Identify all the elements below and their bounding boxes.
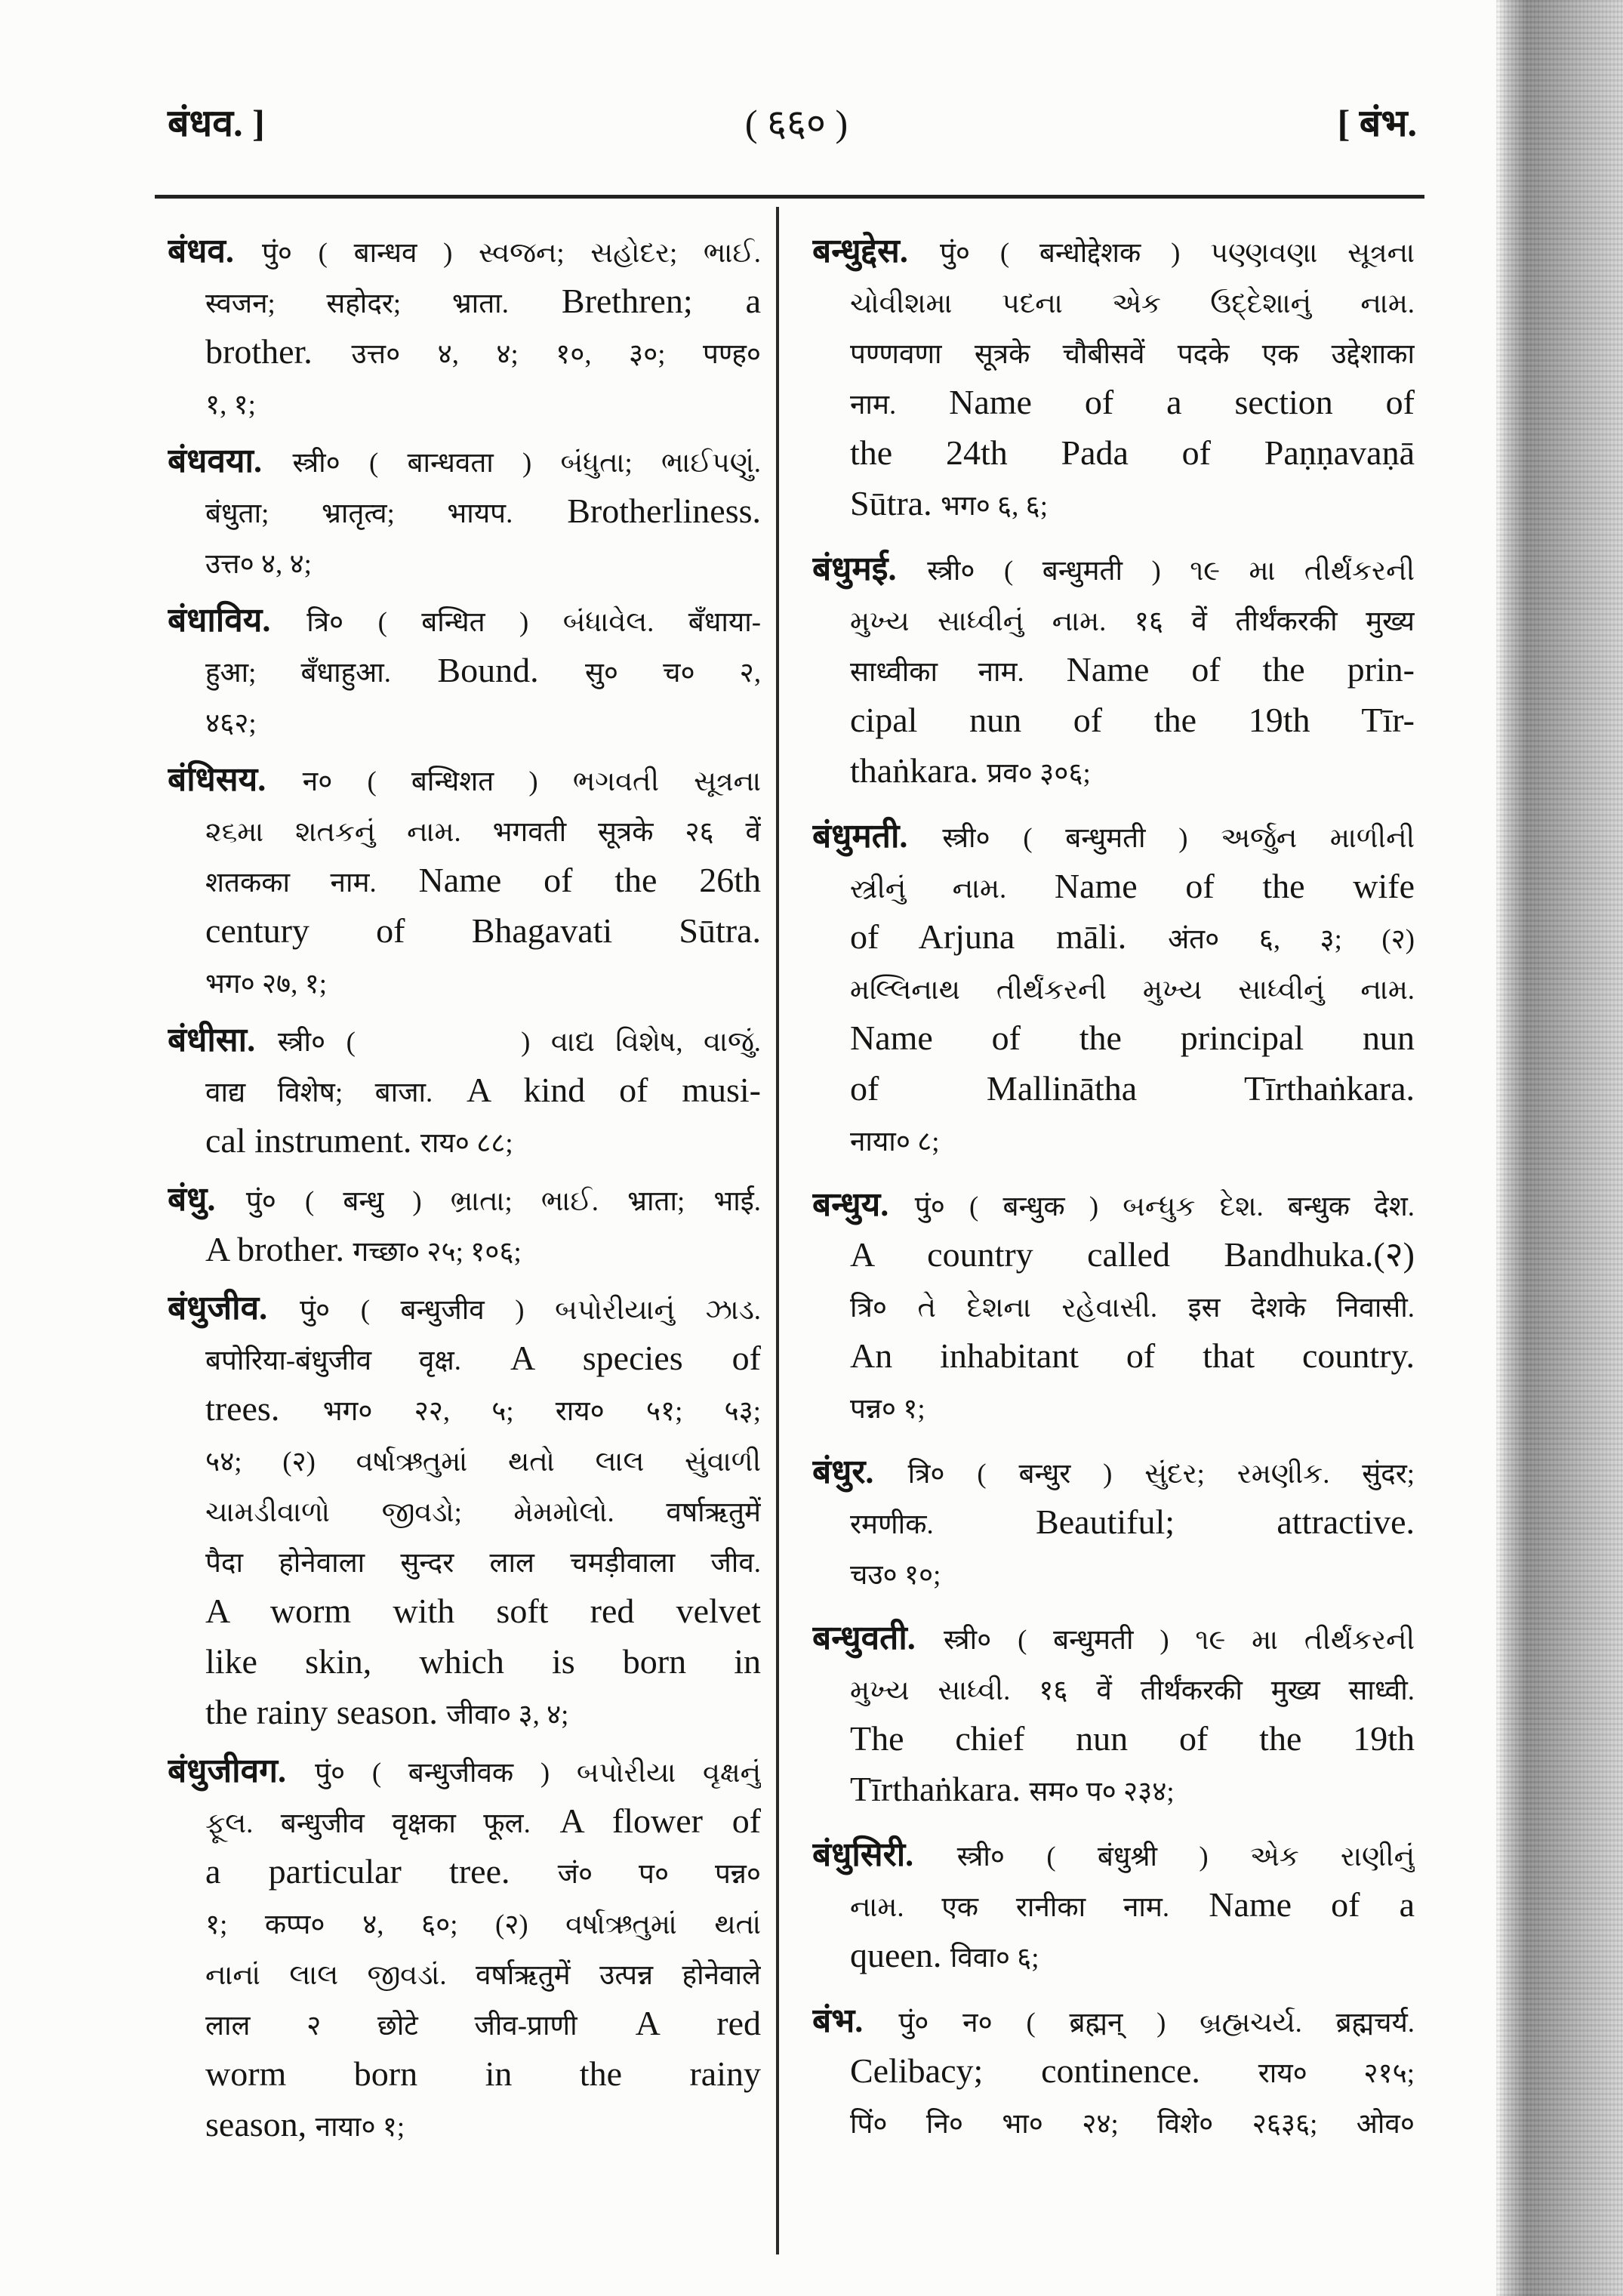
dictionary-entry <box>812 810 1415 1164</box>
headword: बन्धुय. <box>812 1186 889 1223</box>
entry-text: सु० च० २, <box>584 657 761 688</box>
entry-text: નાનાં લાલ જીવડાં. वर्षाऋतुमें उत्पन्न होनेवाले <box>205 1959 761 1990</box>
english-gloss: A kind of musi- <box>467 1071 761 1109</box>
entry-line <box>168 1333 761 1383</box>
dictionary-entry <box>168 594 761 746</box>
entry-text: चउ० १०; <box>850 1559 941 1590</box>
english-gloss: Bound. <box>437 651 539 689</box>
entry-line <box>812 1496 1415 1547</box>
english-gloss: Name of a section of <box>949 383 1415 421</box>
dictionary-entry <box>812 543 1415 796</box>
entry-first-line <box>168 225 761 276</box>
headword: बन्धुद्देस. <box>812 233 908 270</box>
entry-text: भग० ६, ६; <box>941 490 1048 521</box>
entry-line <box>168 536 761 587</box>
entry-text: ५४; (२) વર્ષાઋતુમાં થતો લાલ સુંવાળી <box>205 1446 761 1477</box>
headword: बंधिसय. <box>168 761 266 798</box>
entry-text: राय० २१५; <box>1258 2057 1415 2088</box>
entry-line <box>168 695 761 746</box>
headword: बंधव. <box>168 233 234 270</box>
headword: बंधीसा. <box>168 1022 256 1059</box>
entry-line <box>812 861 1415 911</box>
entry-text: बपोरिया-बंधुजीव वृक्ष. <box>205 1345 461 1376</box>
entry-text: भग० २२, ५; राय० ५१; ५३; <box>322 1395 761 1426</box>
entry-line <box>168 485 761 536</box>
entry-line <box>812 1547 1415 1598</box>
entry-text: ચામડીવાળો જીવડો; મેમમોલો. वर्षाऋतुमें <box>205 1496 761 1527</box>
entry-line <box>168 645 761 695</box>
english-gloss: of Mallinātha Tīrthaṅkara. <box>850 1069 1415 1108</box>
entry-first-line <box>168 435 761 485</box>
headword: बंधुमई. <box>812 550 897 587</box>
entry-text: स्वजन; सहोदर; भ्राता. <box>205 288 509 319</box>
english-gloss: Celibacy; continence. <box>850 2051 1200 2090</box>
entry-text: सम० प० २३४; <box>1029 1776 1175 1807</box>
entry-line <box>812 1280 1415 1330</box>
entry-first-line <box>812 1995 1415 2045</box>
entry-first-line <box>168 1282 761 1333</box>
entry-text: स्त्री० ( बन्धुमती ) અર્જુન માળીની <box>942 822 1415 853</box>
entry-first-line <box>812 1179 1415 1229</box>
entry-text: पन्न० १; <box>850 1393 925 1424</box>
english-gloss: Name of a <box>1209 1885 1415 1924</box>
entry-text: राय० ८८; <box>420 1127 513 1158</box>
entry-text: स्त्री० ( बान्धवता ) બંધુતા; ભાઈપણું. <box>292 447 761 478</box>
entry-first-line <box>812 810 1415 861</box>
entry-text: સ્ત્રીનું નામ. <box>850 873 1007 904</box>
entry-text: त्रि० ( बन्धुर ) સુંદર; રમણીક. सुंदर; <box>907 1458 1415 1489</box>
entry-first-line <box>812 1446 1415 1496</box>
entry-line <box>168 1846 761 1897</box>
dictionary-entry <box>812 1446 1415 1598</box>
english-gloss: Name of the principal nun <box>850 1019 1415 1057</box>
entry-line <box>812 2045 1415 2096</box>
entry-text: शतकका नाम. <box>205 867 377 898</box>
entry-text: स्त्री० ( बन्धुमती ) ૧૯ મા તીર્થંકરની <box>943 1624 1415 1655</box>
entry-text: साध्वीका नाम. <box>850 656 1024 687</box>
entry-text: १; कप्प० ४, ६०; (२) વર્ષાઋતુમાં થતાં <box>205 1909 761 1940</box>
english-gloss: season, <box>205 2105 307 2143</box>
entry-text: त्रि० તે દેશના રહેવાસી. इस देशके निवासी. <box>850 1292 1415 1323</box>
dictionary-entry <box>812 1995 1415 2147</box>
entry-line <box>812 1114 1415 1164</box>
entry-line <box>168 276 761 326</box>
entry-first-line <box>812 225 1415 276</box>
entry-first-line <box>812 543 1415 593</box>
english-gloss: The chief nun of the 19th <box>850 1719 1415 1758</box>
entry-line <box>168 326 761 377</box>
english-gloss: Name of the wife <box>1054 867 1415 905</box>
entry-text: पुं० ( बन्धुजीवक ) બપોરીયા વૃક્ષનું <box>315 1757 761 1788</box>
entry-line <box>812 427 1415 478</box>
dictionary-entry <box>812 1612 1415 1814</box>
entry-text: ૨૬મા શતકનું નામ. भगवती सूत्रके २६ वें <box>205 816 761 847</box>
english-gloss: Name of the 26th <box>418 861 761 899</box>
running-head-left: बंधव. ] <box>168 102 265 144</box>
entry-line <box>812 911 1415 962</box>
entry-text: उत्त० ४, ४; <box>205 548 312 579</box>
english-gloss: of Arjuna māli. <box>850 917 1127 956</box>
dictionary-entry <box>168 1282 761 1737</box>
english-gloss: queen. <box>850 1936 942 1974</box>
entry-line <box>812 593 1415 644</box>
entry-line <box>812 377 1415 427</box>
headword: बन्धुवती. <box>812 1620 916 1657</box>
entry-line <box>168 956 761 1006</box>
entry-text: स्त्री० ( बंधुश्री ) એક રાણીનું <box>956 1841 1415 1872</box>
dictionary-entry <box>168 1745 761 2150</box>
entry-text: पुं० ( बन्धुक ) બન્ધુક દેશ. बन्धुक देश. <box>914 1191 1415 1222</box>
english-gloss: Beautiful; attractive. <box>1036 1502 1415 1541</box>
english-gloss: Name of the prin- <box>1066 650 1415 689</box>
headword: बंभ. <box>812 2002 864 2039</box>
entry-line <box>812 1063 1415 1114</box>
entry-line <box>812 695 1415 745</box>
entry-text: भग० २७, १; <box>205 968 327 999</box>
headword: बंधुजीवग. <box>168 1752 287 1789</box>
english-gloss: An inhabitant of that country. <box>850 1336 1415 1375</box>
entry-line <box>168 1383 761 1434</box>
entry-line <box>812 2096 1415 2147</box>
dictionary-entry <box>168 225 761 427</box>
entry-line <box>168 1687 761 1737</box>
dictionary-entry <box>812 225 1415 529</box>
entry-line <box>168 1998 761 2048</box>
dictionary-entry <box>812 1179 1415 1432</box>
entry-line <box>812 644 1415 695</box>
english-gloss: Sūtra. <box>850 484 932 522</box>
entry-text: जीवा० ३, ४; <box>446 1699 569 1730</box>
entry-first-line <box>812 1612 1415 1663</box>
english-gloss: A flower of <box>559 1801 761 1840</box>
english-gloss: worm born in the rainy <box>205 2054 761 2093</box>
entry-text: મલ્લિનાથ તીર્થંકરની મુખ્ય સાધ્વીનું નામ. <box>850 974 1415 1005</box>
entry-text: न० ( बन्धिशत ) ભગવતી સૂત્રના <box>302 766 761 797</box>
english-gloss: the 24th Pada of Paṇṇavaṇā <box>850 433 1415 472</box>
entry-text: મુખ્ય સાધ્વીનું નામ. १६ वें तीर्थंकरकी मुख्य <box>850 606 1415 636</box>
dictionary-entry <box>168 435 761 587</box>
entry-text: स्त्री० ( ) વાદ્ય વિશેષ, વાજું. <box>277 1026 761 1057</box>
entry-line <box>812 1663 1415 1713</box>
entry-line <box>812 1713 1415 1764</box>
entry-first-line <box>168 1745 761 1795</box>
entry-text: ४६२; <box>205 707 257 738</box>
english-gloss: A red <box>635 2004 761 2042</box>
english-gloss: brother. <box>205 332 313 371</box>
entry-text: रमणीक. <box>850 1509 934 1539</box>
headword: बंधाविय. <box>168 602 271 639</box>
entry-text: विवा० ६; <box>950 1942 1039 1973</box>
dictionary-entry <box>812 1829 1415 1980</box>
entry-text: प्रव० ३०६; <box>987 757 1091 788</box>
entry-line <box>168 1065 761 1115</box>
entry-text: નામ. एक रानीका नाम. <box>850 1891 1170 1922</box>
page-number: ( ६६० ) <box>744 102 848 144</box>
entry-first-line <box>168 1173 761 1224</box>
entry-line <box>168 905 761 956</box>
running-head-right: [ बंभ. <box>1337 102 1417 144</box>
english-gloss: century of Bhagavati Sūtra. <box>205 911 761 950</box>
entry-text: वाद्य विशेष; बाजा. <box>205 1077 433 1108</box>
english-gloss: Brethren; a <box>561 282 761 320</box>
entry-line <box>168 1795 761 1846</box>
entry-line <box>812 1330 1415 1381</box>
english-gloss: cipal nun of the 19th Tīr- <box>850 701 1415 739</box>
entry-text: १, १; <box>205 389 256 420</box>
english-gloss: A worm with soft red velvet <box>205 1592 761 1630</box>
entry-line <box>168 1484 761 1535</box>
entry-text: મુખ્ય સાધ્વી. १६ वें तीर्थंकरकी मुख्य साध्वी. <box>850 1675 1415 1706</box>
headword: बंधुमती. <box>812 818 908 855</box>
entry-line <box>168 2099 761 2150</box>
entry-text: पण्णवणा सूत्रके चौबीसवें पदके एक उद्देशाका <box>850 338 1415 369</box>
entry-text: त्रि० ( बन्धित ) બંધાવેલ. बँधाया- <box>306 606 761 637</box>
entry-line <box>812 1930 1415 1980</box>
entry-text: नाया० ८; <box>850 1126 940 1157</box>
entry-line <box>168 1586 761 1636</box>
entry-text: लाल २ छोटे जीव-प्राणी <box>205 2010 577 2041</box>
entry-line <box>168 855 761 905</box>
entry-text: ચોવીશમા પદના એક ઉદ્દેશાનું નામ. <box>850 288 1415 319</box>
entry-text: स्त्री० ( बन्धुमती ) ૧૯ મા તીર્થંકરની <box>927 555 1415 586</box>
entry-line <box>168 1636 761 1687</box>
entry-line <box>168 1115 761 1166</box>
entry-text: पुं० ( बन्धु ) ભ્રાતા; ભાઈ. भ्राता; भाई. <box>245 1185 761 1216</box>
entry-text: पुं० ( बन्धुजीव ) બપોરીયાનું ઝાડ. <box>300 1294 761 1325</box>
headword: बंधुसिरी. <box>812 1836 914 1873</box>
english-gloss: A country called Bandhuka.(२) <box>850 1235 1415 1274</box>
headword: बंधवया. <box>168 442 263 479</box>
page-edge-shadow <box>1496 0 1623 2296</box>
english-gloss: thaṅkara. <box>850 751 978 790</box>
english-gloss: trees. <box>205 1389 280 1428</box>
entry-text: जं० प० पन्न० <box>557 1858 761 1889</box>
entry-line <box>168 1434 761 1484</box>
entry-line <box>812 276 1415 326</box>
entry-first-line <box>168 594 761 645</box>
entry-text: उत्त० ४, ४; १०, ३०; पण्ह० <box>351 338 761 369</box>
entry-line <box>812 1381 1415 1432</box>
header-rule <box>155 195 1424 199</box>
english-gloss: like skin, which is born in <box>205 1642 761 1681</box>
entry-line <box>168 377 761 427</box>
entry-text: गच्छा० २५; १०६; <box>353 1236 522 1267</box>
entry-text: पुं० न० ( ब्रह्मन् ) બ્રહ્મચર્ય. ब्रह्मचर्य. <box>898 2007 1415 2038</box>
column-divider <box>776 207 779 2254</box>
right-column <box>812 225 1415 2147</box>
entry-line <box>168 1224 761 1274</box>
entry-first-line <box>168 754 761 804</box>
entry-line <box>168 1535 761 1586</box>
entry-line <box>812 1012 1415 1063</box>
entry-line <box>812 1879 1415 1930</box>
entry-text: हुआ; बँधाहुआ. <box>205 657 391 688</box>
entry-line <box>812 1229 1415 1280</box>
entry-text: पैदा होनेवाला सुन्दर लाल चमड़ीवाला जीव. <box>205 1547 761 1578</box>
entry-line <box>168 1897 761 1947</box>
left-column <box>168 225 761 2150</box>
dictionary-entry <box>168 1173 761 1274</box>
entry-text: बंधुता; भ्रातृत्व; भायप. <box>205 498 513 529</box>
entry-text: पुं० ( बन्धोद्देशक ) પણ્ણવણા સૂત્રના <box>939 237 1415 268</box>
entry-text: नाया० १; <box>315 2111 405 2142</box>
entry-line <box>812 478 1415 529</box>
headword: बंधु. <box>168 1181 216 1218</box>
english-gloss: a particular tree. <box>205 1852 510 1891</box>
entry-first-line <box>812 1829 1415 1879</box>
dictionary-entry <box>168 1014 761 1166</box>
entry-line <box>168 1947 761 1998</box>
entry-line <box>168 804 761 855</box>
headword: बंधुजीव. <box>168 1290 268 1327</box>
english-gloss: Brotherliness. <box>567 492 761 530</box>
entry-text: पुं० ( बान्धव ) સ્વજન; સહોદર; ભાઈ. <box>261 237 761 268</box>
entry-text: नाम. <box>850 389 897 420</box>
entry-text: पिं० नि० भा० २४; विशे० २६३६; ओव० <box>850 2108 1415 2139</box>
entry-line <box>812 745 1415 796</box>
headword: बंधुर. <box>812 1453 874 1490</box>
english-gloss: A brother. <box>205 1230 344 1268</box>
english-gloss: the rainy season. <box>205 1693 438 1731</box>
entry-line <box>812 962 1415 1012</box>
english-gloss: A species of <box>510 1339 761 1377</box>
entry-text: ફૂલ. बन्धुजीव वृक्षका फूल. <box>205 1808 531 1838</box>
english-gloss: Tīrthaṅkara. <box>850 1770 1021 1808</box>
entry-line <box>812 326 1415 377</box>
entry-line <box>812 1764 1415 1814</box>
entry-line <box>168 2048 761 2099</box>
english-gloss: cal instrument. <box>205 1121 412 1160</box>
entry-text: अंत० ६, ३; (२) <box>1168 923 1415 954</box>
dictionary-entry <box>168 754 761 1006</box>
entry-first-line <box>168 1014 761 1065</box>
